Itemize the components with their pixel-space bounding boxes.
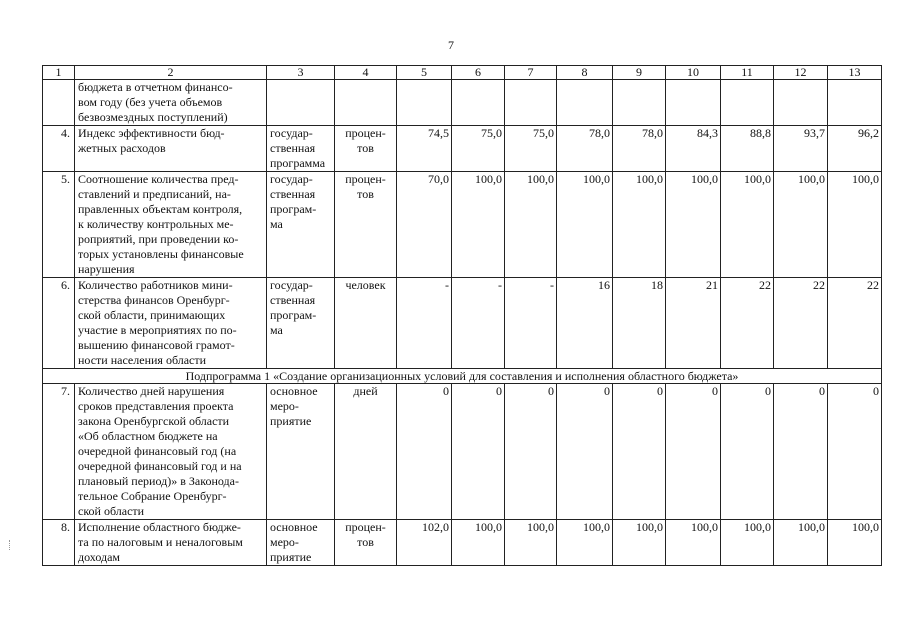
indicator-value: 102,0 (397, 520, 452, 566)
indicator-value (505, 80, 557, 126)
indicator-value: 100,0 (721, 172, 774, 278)
unit-of-measure: процен- тов (335, 172, 397, 278)
indicator-value: - (397, 278, 452, 369)
column-number: 8 (557, 66, 613, 80)
row-number: 7. (43, 384, 75, 520)
indicator-value: 100,0 (613, 520, 666, 566)
row-number (43, 80, 75, 126)
column-number: 13 (828, 66, 882, 80)
indicator-name: Количество дней нарушения сроков представления проекта закона Оренбургской области «Об областном бюджете на очередной финансовый год (на очередной финансовый год и на плановый период)» в Законода- тельное Собрание Оренбург- ской области (75, 384, 267, 520)
indicator-value: 18 (613, 278, 666, 369)
indicator-value (452, 80, 505, 126)
indicator-type (267, 80, 335, 126)
table-row (43, 172, 882, 278)
indicator-value: 100,0 (666, 520, 721, 566)
table-row (43, 520, 882, 566)
row-number: 6. (43, 278, 75, 369)
indicator-value: 100,0 (557, 172, 613, 278)
indicator-value: 0 (721, 384, 774, 520)
indicator-value: 100,0 (721, 520, 774, 566)
indicator-value (666, 80, 721, 126)
unit-of-measure: процен- тов (335, 126, 397, 172)
indicator-value: 22 (828, 278, 882, 369)
indicator-value: - (452, 278, 505, 369)
indicator-value: 21 (666, 278, 721, 369)
indicator-value: 84,3 (666, 126, 721, 172)
indicator-value: 0 (557, 384, 613, 520)
indicator-type: основное меро- приятие (267, 384, 335, 520)
indicator-value: 93,7 (774, 126, 828, 172)
indicator-value: 100,0 (774, 172, 828, 278)
indicator-value: 0 (452, 384, 505, 520)
indicator-name: Индекс эффективности бюд- жетных расходов (75, 126, 267, 172)
table-row (43, 126, 882, 172)
subprogram-title: Подпрограмма 1 «Создание организационных условий для составления и исполнения областного бюджета» (43, 369, 882, 384)
indicator-value: 100,0 (828, 172, 882, 278)
indicator-value: 100,0 (666, 172, 721, 278)
indicator-value: 16 (557, 278, 613, 369)
indicator-value: 70,0 (397, 172, 452, 278)
column-number: 5 (397, 66, 452, 80)
indicator-value (774, 80, 828, 126)
indicators-table (42, 65, 882, 566)
indicator-value: 100,0 (613, 172, 666, 278)
unit-of-measure: процен- тов (335, 520, 397, 566)
row-number: 5. (43, 172, 75, 278)
indicator-value: 100,0 (505, 520, 557, 566)
unit-of-measure: дней (335, 384, 397, 520)
indicator-value: 100,0 (828, 520, 882, 566)
indicator-value (721, 80, 774, 126)
unit-of-measure: человек (335, 278, 397, 369)
indicator-name: Количество работников мини- стерства финансов Оренбург- ской области, принимающих участие в мероприятиях по по- вышению финансовой грамот- ности населения области (75, 278, 267, 369)
column-number: 10 (666, 66, 721, 80)
table-row (43, 384, 882, 520)
indicator-name: бюджета в отчетном финансо- вом году (без учета объемов безвозмездных поступлений) (75, 80, 267, 126)
indicator-value: 0 (666, 384, 721, 520)
unit-of-measure (335, 80, 397, 126)
indicator-value: 0 (774, 384, 828, 520)
indicator-value: 96,2 (828, 126, 882, 172)
column-number: 9 (613, 66, 666, 80)
column-number-row (43, 66, 882, 80)
indicator-value (613, 80, 666, 126)
indicator-value: 22 (774, 278, 828, 369)
indicator-value: 100,0 (557, 520, 613, 566)
indicator-value: 100,0 (505, 172, 557, 278)
column-number: 6 (452, 66, 505, 80)
indicator-type: государ- ственная програм- ма (267, 278, 335, 369)
column-number: 1 (43, 66, 75, 80)
column-number: 12 (774, 66, 828, 80)
indicator-value (557, 80, 613, 126)
table-row (43, 278, 882, 369)
indicator-value: 100,0 (452, 520, 505, 566)
indicator-value: 100,0 (452, 172, 505, 278)
subprogram-row (43, 369, 882, 384)
indicator-value: 74,5 (397, 126, 452, 172)
row-number: 4. (43, 126, 75, 172)
indicator-type: основное меро- приятие (267, 520, 335, 566)
column-number: 3 (267, 66, 335, 80)
indicator-value (397, 80, 452, 126)
indicator-value (828, 80, 882, 126)
indicator-name: Исполнение областного бюдже- та по налоговым и неналоговым доходам (75, 520, 267, 566)
table-body (43, 66, 882, 566)
column-number: 4 (335, 66, 397, 80)
indicator-value: 0 (613, 384, 666, 520)
indicator-value: 0 (505, 384, 557, 520)
column-number: 11 (721, 66, 774, 80)
scan-artifact (9, 540, 12, 550)
page-number: 7 (448, 38, 454, 52)
indicator-type: государ- ственная програм- ма (267, 172, 335, 278)
column-number: 2 (75, 66, 267, 80)
indicator-value: - (505, 278, 557, 369)
indicator-value: 75,0 (452, 126, 505, 172)
row-number: 8. (43, 520, 75, 566)
indicator-value: 78,0 (613, 126, 666, 172)
indicator-value: 75,0 (505, 126, 557, 172)
indicator-name: Соотношение количества пред- ставлений и предписаний, на- правленных объектам контроля, к количеству контрольных ме- роприятий, при проведении ко- торых установлены финансовые нарушения (75, 172, 267, 278)
indicator-value: 0 (397, 384, 452, 520)
indicator-value: 100,0 (774, 520, 828, 566)
indicator-type: государ- ственная программа (267, 126, 335, 172)
indicator-value: 22 (721, 278, 774, 369)
table-row (43, 80, 882, 126)
column-number: 7 (505, 66, 557, 80)
indicator-value: 78,0 (557, 126, 613, 172)
indicator-value: 88,8 (721, 126, 774, 172)
indicator-value: 0 (828, 384, 882, 520)
